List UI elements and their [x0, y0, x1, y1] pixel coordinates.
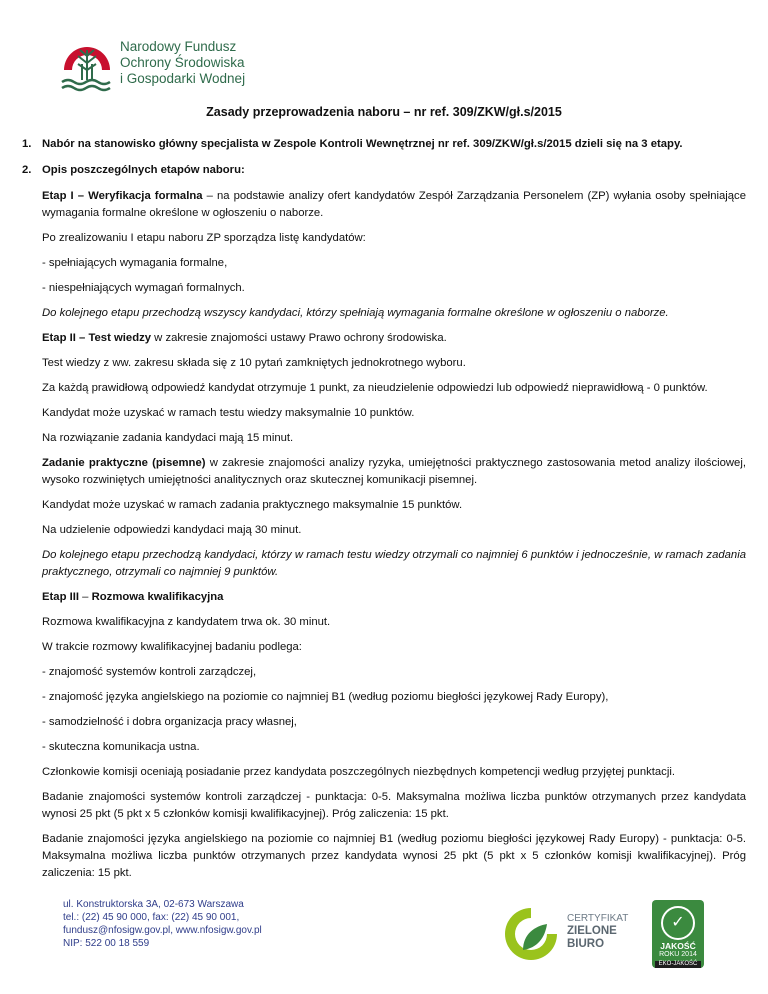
badge-line3: EKO-JAKOŚĆ: [655, 961, 701, 968]
stage-3-title: Rozmowa kwalifikacyjna: [91, 591, 224, 603]
paragraph: Test wiedzy z ww. zakresu składa się z 10 pytań zamkniętych jednokrotnego wyboru.: [42, 357, 466, 369]
section-text: Opis poszczególnych etapów naboru:: [42, 164, 245, 176]
paragraph: W trakcie rozmowy kwalifikacyjnej badaniu podlega:: [42, 641, 302, 653]
footer-line: ul. Konstruktorska 3A, 02-673 Warszawa: [63, 899, 244, 910]
certificate-line3: BIURO: [567, 938, 605, 950]
section-1: [22, 136, 746, 153]
footer-line: NIP: 522 00 18 559: [63, 938, 150, 949]
paragraph: Na rozwiązanie zadania kandydaci mają 15 minut.: [42, 432, 294, 444]
paragraph-text: w zakresie znajomości analizy ryzyka, umiejętności praktycznego zastosowania metod analizy ilościowej, wysoko rozwiniętych umiejętności analitycznych oraz skutecznej komunikacji pisemnej.: [42, 457, 746, 486]
paragraph: [42, 455, 746, 489]
nfosigw-emblem-icon: [58, 36, 116, 96]
paragraph-text: w zakresie znajomości ustawy Prawo ochrony środowiska.: [151, 332, 447, 344]
list-item: - samodzielność i dobra organizacja pracy własnej,: [42, 716, 297, 728]
document-content: [22, 136, 746, 890]
list-item: - spełniających wymagania formalne,: [42, 257, 228, 269]
org-name-line1: Narodowy Fundusz: [120, 39, 237, 54]
paragraph: Do kolejnego etapu przechodzą kandydaci, którzy w ramach testu wiedzy otrzymali co najmniej 6 punktów i jednocześnie, w ramach zadania praktycznego, otrzymali co najmniej 9 punktów.: [42, 549, 746, 578]
section-text: Nabór na stanowisko główny specjalista w Zespole Kontroli Wewnętrznej nr ref. 309/ZKW/gł.s/2015 dzieli się na 3 etapy.: [42, 138, 683, 150]
certificate-line2: ZIELONE: [567, 925, 617, 937]
section-number: 2.: [22, 164, 32, 176]
stage-2-heading: Etap II – Test wiedzy: [42, 332, 152, 344]
paragraph: [42, 330, 746, 347]
checkmark-icon: ✓: [661, 906, 695, 940]
green-office-certificate: [501, 904, 629, 964]
list-item: - znajomość języka angielskiego na poziomie co najmniej B1 (według poziomu biegłości językowej Rady Europy),: [42, 691, 609, 703]
page-title: Zasady przeprowadzenia naboru – nr ref. 309/ZKW/gł.s/2015: [206, 105, 562, 119]
org-name: [120, 39, 245, 87]
paragraph: Do kolejnego etapu przechodzą wszyscy kandydaci, którzy spełniają wymagania formalne określone w ogłoszeniu o naborze.: [42, 307, 669, 319]
section-2: [22, 162, 746, 179]
paragraph: Badanie znajomości systemów kontroli zarządczej - punktacja: 0-5. Maksymalna możliwa liczba punktów otrzymanych przez kandydata wynosi 25 pkt (5 pkt x 5 członków komisji kwalifikacyjnej). Próg zaliczenia: 15 pkt.: [42, 791, 746, 820]
list-item: - niespełniających wymagań formalnych.: [42, 282, 245, 294]
paragraph: Rozmowa kwalifikacyjna z kandydatem trwa ok. 30 minut.: [42, 616, 331, 628]
paragraph: Badanie znajomości języka angielskiego na poziomie co najmniej B1 (według poziomu biegłości językowej Rady Europy) - punktacja: 0-5. Maksymalna możliwa liczba punktów otrzymanych przez kandydata wynosi 25 pkt (5 pkt x 5 członków komisji kwalifikacyjnej). Próg zaliczenia: 15 pkt.: [42, 833, 746, 879]
heading-dash: –: [79, 591, 92, 603]
paragraph: Po zrealizowaniu I etapu naboru ZP sporządza listę kandydatów:: [42, 232, 366, 244]
nfosigw-logo: [58, 36, 298, 96]
paragraph: [42, 188, 746, 222]
footer-line: tel.: (22) 45 90 000, fax: (22) 45 90 001,: [63, 912, 240, 923]
badge-line2: ROKU 2014: [659, 951, 697, 958]
footer-line: fundusz@nfosigw.gov.pl, www.nfosigw.gov.pl: [63, 925, 262, 936]
paragraph: Kandydat może uzyskać w ramach zadania praktycznego maksymalnie 15 punktów.: [42, 499, 463, 511]
green-office-leaf-icon: [501, 904, 561, 964]
list-item: - znajomość systemów kontroli zarządczej,: [42, 666, 257, 678]
org-name-line3: i Gospodarki Wodnej: [120, 71, 246, 86]
stage-3-heading: Etap III: [42, 591, 80, 603]
certificate-line1: CERTYFIKAT: [567, 913, 629, 924]
stages-description: [22, 188, 746, 882]
section-number: 1.: [22, 138, 32, 150]
stage-1-heading: Etap I – Weryfikacja formalna: [42, 190, 203, 202]
paragraph: Członkowie komisji oceniają posiadanie przez kandydata poszczególnych niezbędnych kompetencji według przyjętej punktacji.: [42, 766, 675, 778]
paragraph: Na udzielenie odpowiedzi kandydaci mają 30 minut.: [42, 524, 302, 536]
badge-line1: JAKOŚĆ: [660, 941, 696, 951]
practical-task-heading: Zadanie praktyczne (pisemne): [42, 457, 206, 469]
quality-badge: [652, 900, 704, 968]
paragraph-text: – na podstawie analizy ofert kandydatów Zespół Zarządzania Personelem (ZP) wyłania osoby spełniające wymagania formalne określone w ogłoszeniu o naborze.: [42, 190, 746, 219]
org-name-line2: Ochrony Środowiska: [120, 55, 245, 70]
paragraph: [42, 589, 746, 606]
paragraph: Kandydat może uzyskać w ramach testu wiedzy maksymalnie 10 punktów.: [42, 407, 415, 419]
footer-address: [63, 898, 262, 950]
paragraph: Za każdą prawidłową odpowiedź kandydat otrzymuje 1 punkt, za nieudzielenie odpowiedzi lub odpowiedź nieprawidłową - 0 punktów.: [42, 382, 708, 394]
certificate-text: [567, 912, 628, 951]
list-item: - skuteczna komunikacja ustna.: [42, 741, 200, 753]
